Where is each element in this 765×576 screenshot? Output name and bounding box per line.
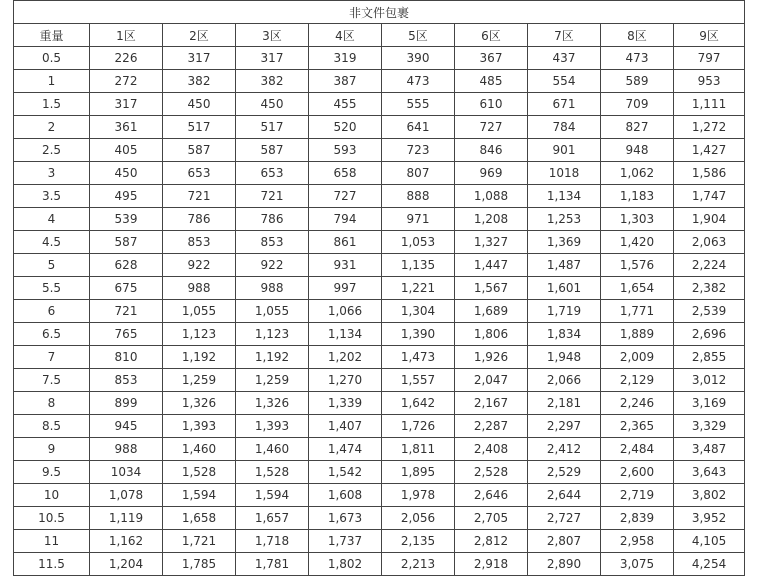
rate-cell: 1,895 [382,461,455,484]
rate-cell: 3,802 [674,484,745,507]
rate-cell: 2,484 [601,438,674,461]
rate-cell: 2,246 [601,392,674,415]
rate-cell: 1,259 [163,369,236,392]
weight-cell: 5.5 [14,277,90,300]
rate-cell: 1,339 [309,392,382,415]
rate-cell: 2,719 [601,484,674,507]
rate-cell: 1,737 [309,530,382,553]
rate-cell: 1,904 [674,208,745,231]
weight-cell: 3.5 [14,185,90,208]
rate-cell: 1,119 [90,507,163,530]
rate-cell: 2,213 [382,553,455,576]
rate-cell: 1,192 [236,346,309,369]
table-row [14,415,745,438]
table-body [14,47,745,576]
rate-cell: 1,460 [163,438,236,461]
rate-cell: 272 [90,70,163,93]
rate-cell: 1,657 [236,507,309,530]
table-row [14,231,745,254]
rate-cell: 988 [236,277,309,300]
rate-cell: 1,272 [674,116,745,139]
weight-cell: 6.5 [14,323,90,346]
rate-cell: 1,390 [382,323,455,346]
rate-cell: 1,594 [163,484,236,507]
rate-cell: 1,327 [455,231,528,254]
rate-cell: 901 [528,139,601,162]
rate-cell: 517 [236,116,309,139]
weight-cell: 5 [14,254,90,277]
rate-cell: 2,047 [455,369,528,392]
rate-cell: 2,167 [455,392,528,415]
rate-cell: 784 [528,116,601,139]
rate-cell: 1,192 [163,346,236,369]
table-row [14,116,745,139]
rate-cell: 2,181 [528,392,601,415]
rate-cell: 3,487 [674,438,745,461]
rate-cell: 888 [382,185,455,208]
rate-cell: 721 [163,185,236,208]
rate-cell: 1,608 [309,484,382,507]
column-header-zone: 5区 [382,24,455,47]
rate-cell: 1,393 [163,415,236,438]
rate-cell: 382 [163,70,236,93]
rate-cell: 1,259 [236,369,309,392]
column-header-zone: 4区 [309,24,382,47]
rate-cell: 2,056 [382,507,455,530]
column-header-zone: 3区 [236,24,309,47]
weight-cell: 8 [14,392,90,415]
rate-cell: 1,487 [528,254,601,277]
rate-cell: 520 [309,116,382,139]
table-row [14,507,745,530]
table-row [14,530,745,553]
rate-cell: 2,297 [528,415,601,438]
weight-cell: 10.5 [14,507,90,530]
rate-cell: 2,807 [528,530,601,553]
rate-cell: 405 [90,139,163,162]
rate-cell: 2,644 [528,484,601,507]
rate-cell: 2,646 [455,484,528,507]
rate-cell: 317 [90,93,163,116]
rate-cell: 653 [236,162,309,185]
rate-cell: 997 [309,277,382,300]
rate-cell: 641 [382,116,455,139]
rate-cell: 1,785 [163,553,236,576]
rate-cell: 1,062 [601,162,674,185]
rate-cell: 1,088 [455,185,528,208]
rate-cell: 1,567 [455,277,528,300]
rate-cell: 317 [163,47,236,70]
rate-cell: 1,420 [601,231,674,254]
rate-cell: 1,055 [236,300,309,323]
rate-cell: 367 [455,47,528,70]
rate-cell: 1,781 [236,553,309,576]
rate-cell: 1,078 [90,484,163,507]
weight-cell: 4.5 [14,231,90,254]
rate-cell: 2,705 [455,507,528,530]
rate-cell: 1,183 [601,185,674,208]
rate-cell: 653 [163,162,236,185]
rate-cell: 1,427 [674,139,745,162]
rate-cell: 971 [382,208,455,231]
rate-cell: 1,771 [601,300,674,323]
rate-cell: 317 [236,47,309,70]
rate-cell: 610 [455,93,528,116]
rate-cell: 587 [163,139,236,162]
rate-cell: 1,576 [601,254,674,277]
rate-cell: 2,539 [674,300,745,323]
rate-cell: 473 [382,70,455,93]
table-row [14,300,745,323]
table-row [14,369,745,392]
rate-cell: 727 [455,116,528,139]
rate-cell: 450 [236,93,309,116]
rate-cell: 450 [163,93,236,116]
table-row [14,277,745,300]
rate-cell: 1,806 [455,323,528,346]
rate-cell: 1,473 [382,346,455,369]
table-title: 非文件包裹 [14,1,745,24]
rate-cell: 2,066 [528,369,601,392]
rate-cell: 437 [528,47,601,70]
rate-cell: 1,557 [382,369,455,392]
weight-cell: 3 [14,162,90,185]
rate-cell: 4,105 [674,530,745,553]
rate-cell: 988 [163,277,236,300]
rate-cell: 861 [309,231,382,254]
rate-cell: 1,221 [382,277,455,300]
rate-cell: 1,601 [528,277,601,300]
rate-cell: 988 [90,438,163,461]
rate-cell: 1,407 [309,415,382,438]
rate-cell: 382 [236,70,309,93]
rate-cell: 794 [309,208,382,231]
rate-cell: 1,586 [674,162,745,185]
weight-cell: 11 [14,530,90,553]
table-row [14,461,745,484]
rate-cell: 721 [236,185,309,208]
rate-cell: 3,169 [674,392,745,415]
rate-cell: 361 [90,116,163,139]
weight-cell: 10 [14,484,90,507]
table-row [14,208,745,231]
rate-cell: 765 [90,323,163,346]
rate-cell: 1,066 [309,300,382,323]
rate-cell: 1,135 [382,254,455,277]
rate-cell: 1,303 [601,208,674,231]
rate-cell: 2,855 [674,346,745,369]
rate-cell: 1,747 [674,185,745,208]
rate-cell: 539 [90,208,163,231]
column-header-zone: 1区 [90,24,163,47]
column-header-zone: 7区 [528,24,601,47]
rate-cell: 1,654 [601,277,674,300]
rate-cell: 2,918 [455,553,528,576]
rate-cell: 2,958 [601,530,674,553]
rate-cell: 810 [90,346,163,369]
rate-cell: 2,365 [601,415,674,438]
rate-cell: 853 [163,231,236,254]
table-row [14,438,745,461]
weight-cell: 11.5 [14,553,90,576]
rate-cell: 1,594 [236,484,309,507]
rate-cell: 455 [309,93,382,116]
rate-cell: 922 [163,254,236,277]
rate-cell: 899 [90,392,163,415]
table-head [14,1,745,47]
rate-cell: 2,287 [455,415,528,438]
rate-cell: 1,162 [90,530,163,553]
rate-cell: 3,329 [674,415,745,438]
rate-cell: 797 [674,47,745,70]
rate-cell: 1,721 [163,530,236,553]
rate-cell: 1,123 [163,323,236,346]
table-row [14,553,745,576]
rate-cell: 2,839 [601,507,674,530]
table-row [14,346,745,369]
weight-cell: 9 [14,438,90,461]
rate-cell: 827 [601,116,674,139]
weight-cell: 8.5 [14,415,90,438]
rate-cell: 1,834 [528,323,601,346]
rate-cell: 1,978 [382,484,455,507]
rate-cell: 721 [90,300,163,323]
rate-cell: 4,254 [674,553,745,576]
rate-cell: 2,224 [674,254,745,277]
weight-cell: 9.5 [14,461,90,484]
rate-cell: 786 [236,208,309,231]
table-row [14,70,745,93]
table-row [14,162,745,185]
rate-cell: 1,542 [309,461,382,484]
rate-cell: 554 [528,70,601,93]
rate-cell: 1,889 [601,323,674,346]
rate-cell: 1,111 [674,93,745,116]
rate-cell: 1018 [528,162,601,185]
rate-cell: 2,063 [674,231,745,254]
rate-cell: 387 [309,70,382,93]
rate-cell: 1,369 [528,231,601,254]
rate-cell: 723 [382,139,455,162]
table-row [14,93,745,116]
rate-cell: 853 [236,231,309,254]
column-header-zone: 9区 [674,24,745,47]
weight-cell: 1.5 [14,93,90,116]
rate-cell: 658 [309,162,382,185]
table-row [14,323,745,346]
table-row [14,484,745,507]
rate-cell: 948 [601,139,674,162]
rate-cell: 922 [236,254,309,277]
weight-cell: 4 [14,208,90,231]
rate-cell: 2,727 [528,507,601,530]
weight-cell: 2.5 [14,139,90,162]
table-row [14,139,745,162]
rate-cell: 1,326 [236,392,309,415]
rate-cell: 727 [309,185,382,208]
rate-cell: 1,528 [236,461,309,484]
rate-cell: 2,408 [455,438,528,461]
rate-table [13,0,745,576]
rate-cell: 1,689 [455,300,528,323]
rate-cell: 671 [528,93,601,116]
rate-cell: 1,326 [163,392,236,415]
rate-cell: 587 [236,139,309,162]
rate-cell: 1,673 [309,507,382,530]
rate-cell: 226 [90,47,163,70]
rate-cell: 3,075 [601,553,674,576]
rate-cell: 931 [309,254,382,277]
rate-cell: 1,053 [382,231,455,254]
header-row [14,24,745,47]
rate-cell: 786 [163,208,236,231]
rate-cell: 2,812 [455,530,528,553]
rate-cell: 495 [90,185,163,208]
rate-cell: 2,600 [601,461,674,484]
weight-cell: 7.5 [14,369,90,392]
rate-cell: 969 [455,162,528,185]
rate-cell: 1,204 [90,553,163,576]
rate-cell: 2,890 [528,553,601,576]
rate-cell: 2,696 [674,323,745,346]
rate-cell: 1,926 [455,346,528,369]
weight-cell: 6 [14,300,90,323]
rate-cell: 1034 [90,461,163,484]
rate-cell: 2,382 [674,277,745,300]
rate-cell: 1,642 [382,392,455,415]
table-row [14,392,745,415]
title-row [14,1,745,24]
rate-cell: 628 [90,254,163,277]
table-row [14,185,745,208]
rate-cell: 1,802 [309,553,382,576]
column-header-zone: 6区 [455,24,528,47]
rate-cell: 953 [674,70,745,93]
rate-cell: 1,811 [382,438,455,461]
column-header-weight: 重量 [14,24,90,47]
rate-cell: 2,412 [528,438,601,461]
rate-cell: 1,134 [309,323,382,346]
rate-cell: 587 [90,231,163,254]
rate-cell: 1,726 [382,415,455,438]
rate-cell: 1,134 [528,185,601,208]
column-header-zone: 8区 [601,24,674,47]
rate-cell: 945 [90,415,163,438]
rate-cell: 807 [382,162,455,185]
rate-cell: 1,202 [309,346,382,369]
rate-cell: 1,474 [309,438,382,461]
rate-cell: 853 [90,369,163,392]
rate-cell: 319 [309,47,382,70]
rate-cell: 1,528 [163,461,236,484]
rate-cell: 1,719 [528,300,601,323]
rate-cell: 2,135 [382,530,455,553]
rate-cell: 2,529 [528,461,601,484]
rate-cell: 2,528 [455,461,528,484]
column-header-zone: 2区 [163,24,236,47]
rate-cell: 709 [601,93,674,116]
rate-cell: 1,055 [163,300,236,323]
rate-cell: 675 [90,277,163,300]
rate-cell: 1,460 [236,438,309,461]
weight-cell: 2 [14,116,90,139]
rate-cell: 1,208 [455,208,528,231]
table-row [14,47,745,70]
rate-cell: 2,009 [601,346,674,369]
rate-cell: 3,952 [674,507,745,530]
rate-cell: 1,393 [236,415,309,438]
rate-cell: 593 [309,139,382,162]
rate-cell: 1,447 [455,254,528,277]
rate-cell: 589 [601,70,674,93]
rate-cell: 1,718 [236,530,309,553]
rate-cell: 555 [382,93,455,116]
rate-cell: 450 [90,162,163,185]
rate-cell: 1,948 [528,346,601,369]
rate-cell: 517 [163,116,236,139]
rate-cell: 2,129 [601,369,674,392]
rate-cell: 1,304 [382,300,455,323]
rate-cell: 1,270 [309,369,382,392]
rate-cell: 846 [455,139,528,162]
rate-cell: 473 [601,47,674,70]
weight-cell: 7 [14,346,90,369]
rate-cell: 3,643 [674,461,745,484]
weight-cell: 1 [14,70,90,93]
rate-cell: 1,123 [236,323,309,346]
rate-cell: 3,012 [674,369,745,392]
rate-cell: 1,253 [528,208,601,231]
rate-cell: 390 [382,47,455,70]
rate-cell: 1,658 [163,507,236,530]
weight-cell: 0.5 [14,47,90,70]
rate-cell: 485 [455,70,528,93]
table-row [14,254,745,277]
